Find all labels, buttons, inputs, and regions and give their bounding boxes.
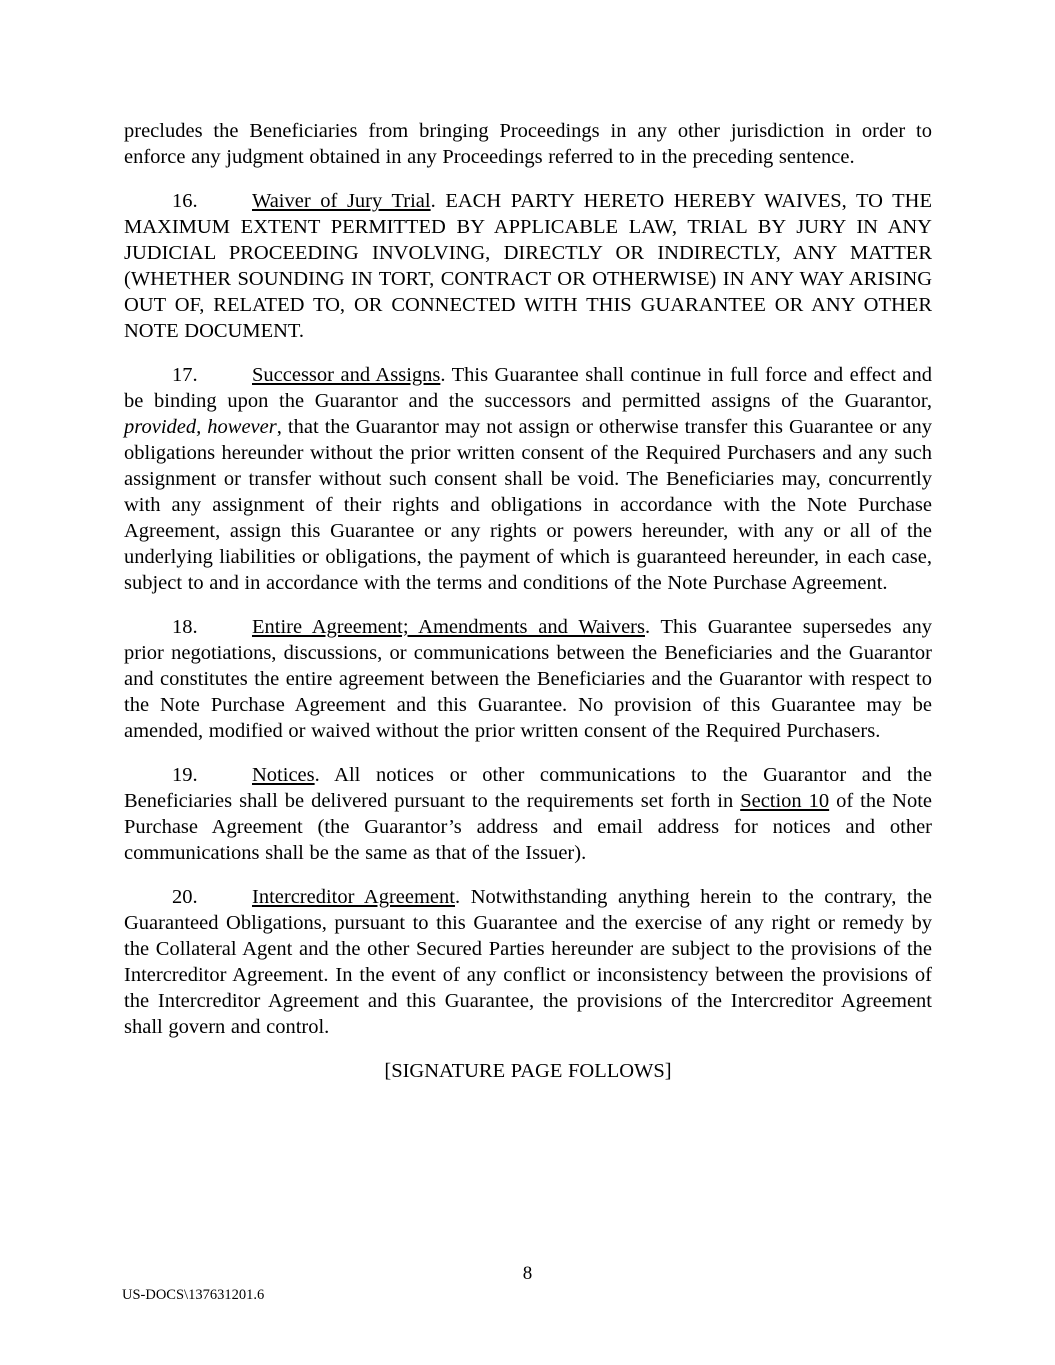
paragraph-section-19-notices (124, 762, 932, 866)
section-number: 18. (172, 616, 198, 638)
paragraph-continuation-paragraph (124, 118, 932, 170)
section-number: 20. (172, 886, 198, 908)
paragraph-section-16-waiver-of-jury-trial (124, 188, 932, 344)
paragraph-signature-page-follows-line (124, 1058, 932, 1084)
text-run: . Notwithstanding anything herein to the contrary, the Guaranteed Obligations, pursuant to this Guarantee and the exercise of any right or remedy by the Collateral Agent and the other Secured Parties hereunder are subject to the provisions of the Intercreditor Agreement. In the event of any conflict or inconsistency between the provisions of the Intercreditor Agreement and this Guarantee, the provisions of the Intercreditor Agreement shall govern and control. (124, 886, 932, 1038)
section-20-heading: Intercreditor Agreement (252, 886, 455, 908)
section-18-heading: Entire Agreement; Amendments and Waivers (252, 616, 645, 638)
text-run: , that the Guarantor may not assign or otherwise transfer this Guarantee or any obligations hereunder without the prior written consent of the Required Purchasers and any such assignment or transfer without such consent shall be void. The Beneficiaries may, concurrently with any assignment of their rights and obligations in accordance with the Note Purchase Agreement, assign this Guarantee or any rights or powers hereunder, with any or all of the underlying liabilities or obligations, the payment of which is guaranteed hereunder, in each case, subject to and in accordance with the terms and conditions of the Note Purchase Agreement. (124, 416, 932, 594)
page-number: 8 (522, 1263, 533, 1284)
section-17-heading: Successor and Assigns (252, 364, 441, 386)
document-control-number: US-DOCS\137631201.6 (122, 1287, 265, 1303)
section-number: 17. (172, 364, 198, 386)
text-run: . This Guarantee supersedes any prior negotiations, discussions, or communications between the Beneficiaries and the Guarantor and constitutes the entire agreement between the Beneficiaries and the Guarantor with respect to the Note Purchase Agreement and this Guarantee. No provision of this Guarantee may be amended, modified or waived without the prior written consent of the Required Purchasers. (124, 616, 932, 742)
section-16-heading: Waiver of Jury Trial (252, 190, 431, 212)
text-run: . All notices or other communications to the Guarantor and the Beneficiaries shall be delivered pursuant to the requirements set forth in (124, 764, 932, 812)
paragraph-section-20-intercreditor-agreement (124, 884, 932, 1040)
section-19-heading: Notices (252, 764, 315, 786)
section-number: 19. (172, 764, 198, 786)
section-number: 16. (172, 190, 198, 212)
text-run: precludes the Beneficiaries from bringing Proceedings in any other jurisdiction in order to enforce any judgment obtained in any Proceedings referred to in the preceding sentence. (124, 120, 932, 168)
document-body (124, 118, 932, 1102)
paragraph-section-18-entire-agreement (124, 614, 932, 744)
paragraph-section-17-successor-and-assigns (124, 362, 932, 596)
text-run: . EACH PARTY HERETO HEREBY WAIVES, TO THE MAXIMUM EXTENT PERMITTED BY APPLICABLE LAW, TRIAL BY JURY IN ANY JUDICIAL PROCEEDING INVOLVING, DIRECTLY OR INDIRECTLY, ANY MATTER (WHETHER SOUNDING IN TORT, CONTRACT OR OTHERWISE) IN ANY WAY ARISING OUT OF, RELATED TO, OR CONNECTED WITH THIS GUARANTEE OR ANY OTHER NOTE DOCUMENT. (124, 190, 932, 342)
section-10-reference: Section 10 (740, 790, 830, 812)
text-run: [SIGNATURE PAGE FOLLOWS] (384, 1060, 672, 1082)
text-run: provided, however (124, 416, 277, 438)
text-run: of the Note Purchase Agreement (the Guarantor’s address and email address for notices and other communications shall be the same as that of the Issuer). (124, 790, 932, 864)
text-run: . This Guarantee shall continue in full force and effect and be binding upon the Guarantor and the successors and permitted assigns of the Guarantor, (124, 364, 933, 412)
